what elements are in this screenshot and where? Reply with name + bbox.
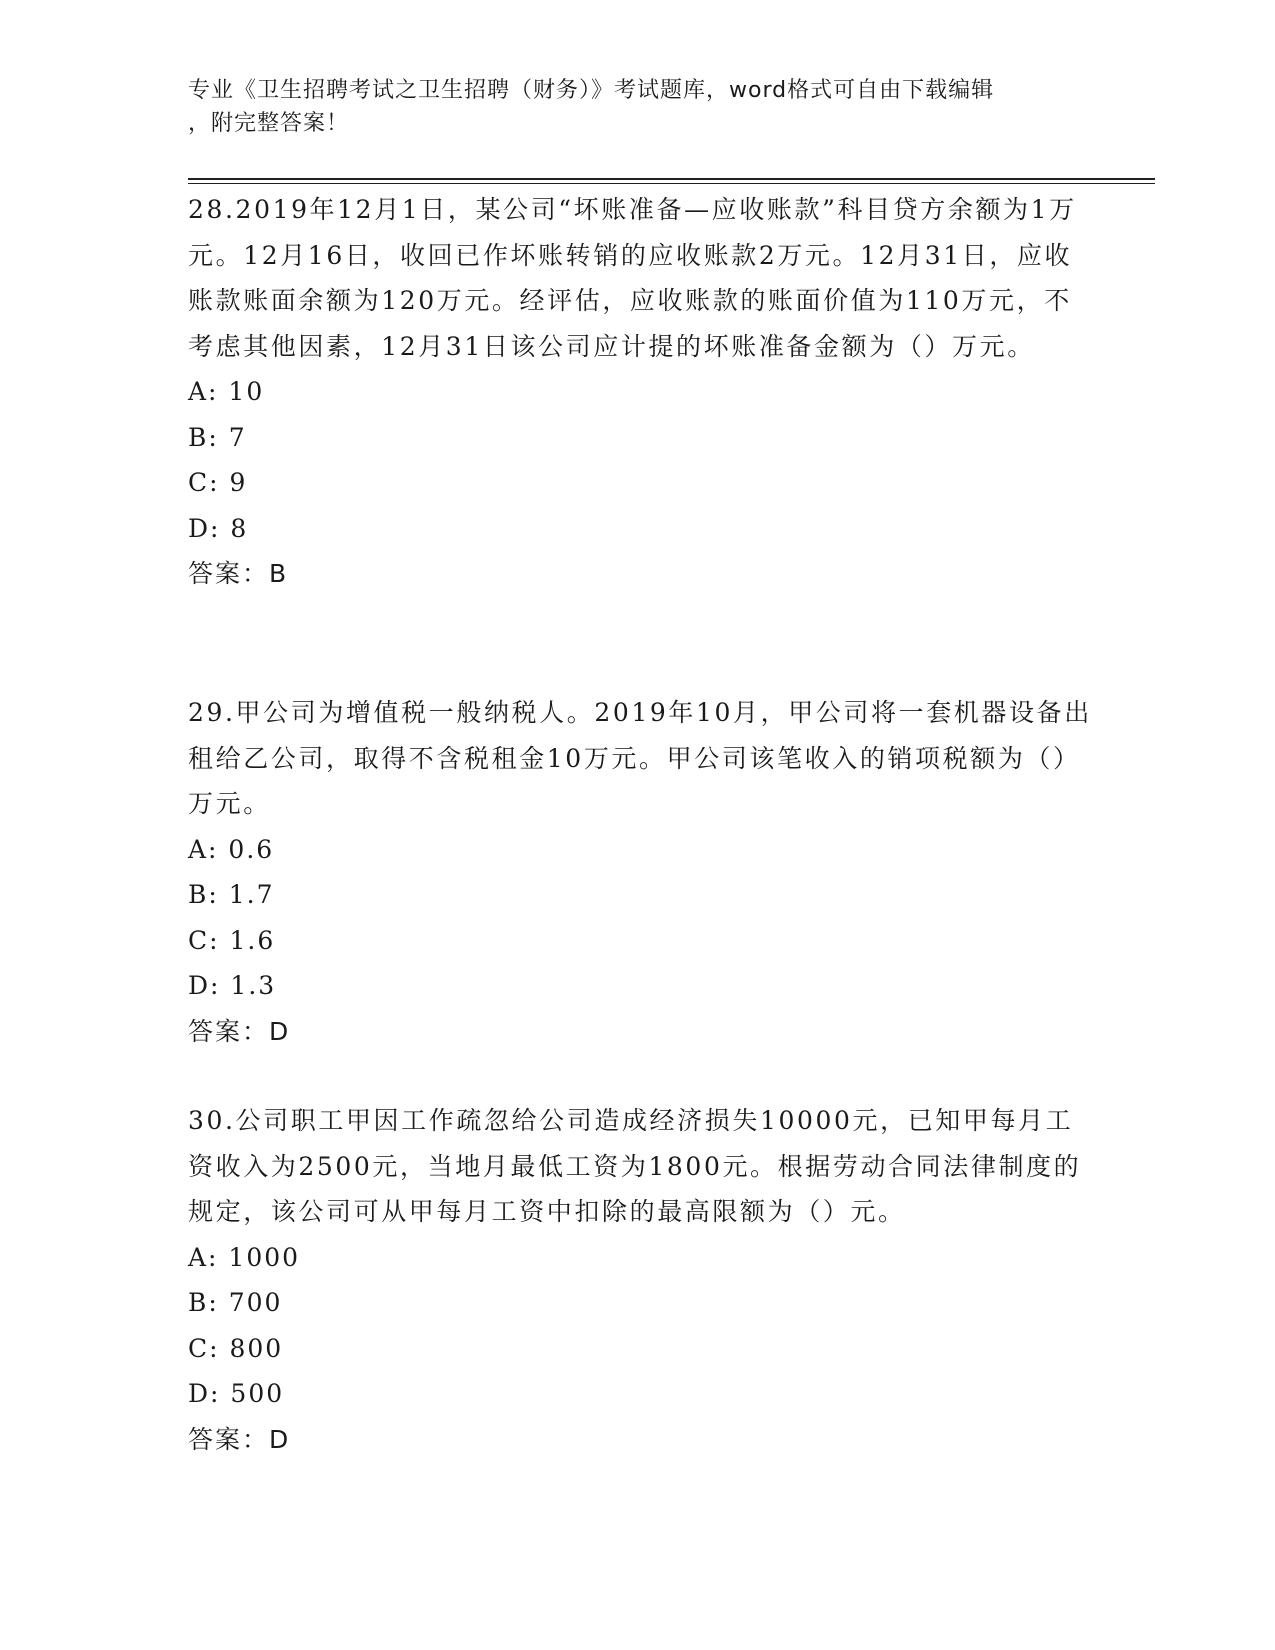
question-28: [188, 187, 1093, 597]
answer-line: 答案：D: [188, 1424, 291, 1454]
option-b: B: 7: [188, 422, 247, 452]
option-d: D: 1.3: [188, 971, 277, 1000]
option-c: C: 1.6: [188, 925, 276, 955]
option-b: B: 700: [188, 1288, 283, 1317]
document-header: [188, 74, 1068, 140]
option-a: A: 10: [188, 377, 265, 406]
header-rule-thick: [188, 178, 1155, 180]
header-rule-thin: [188, 183, 1155, 184]
question-30: [188, 1098, 1093, 1462]
header-line-1: 专业《卫生招聘考试之卫生招聘（财务）》考试题库，word格式可自由下载编辑: [188, 78, 995, 103]
option-d: D: 500: [188, 1379, 285, 1408]
question-stem: 30.公司职工甲因工作疏忽给公司造成经济损失10000元，已知甲每月工资收入为2500元，当地月最低工资为1800元。根据劳动合同法律制度的规定，该公司可从甲每月工资中扣除的最高限额为（）元。: [188, 1106, 1082, 1226]
option-b: B: 1.7: [188, 880, 275, 909]
question-29: [188, 690, 1093, 1054]
option-c: C: 800: [188, 1333, 284, 1363]
question-stem: 29.甲公司为增值税一般纳税人。2019年10月，甲公司将一套机器设备出租给乙公司，取得不含税租金10万元。甲公司该笔收入的销项税额为（）万元。: [188, 698, 1092, 818]
option-a: A: 0.6: [188, 834, 275, 864]
option-c: C: 9: [188, 468, 248, 497]
option-a: A: 1000: [188, 1242, 301, 1272]
header-line-2: ，附完整答案！: [188, 111, 350, 136]
question-stem: 28.2019年12月1日，某公司“坏账准备—应收账款”科目贷方余额为1万元。12月16日，收回已作坏账转销的应收账款2万元。12月31日，应收账款账面余额为120万元。经评估，应收账款的账面价值为110万元，不考虑其他因素，12月31日该公司应计提的坏账准备金额为（）万元。: [188, 195, 1077, 361]
answer-line: 答案：B: [188, 559, 289, 588]
answer-line: 答案：D: [188, 1016, 291, 1046]
option-d: D: 8: [188, 513, 249, 543]
